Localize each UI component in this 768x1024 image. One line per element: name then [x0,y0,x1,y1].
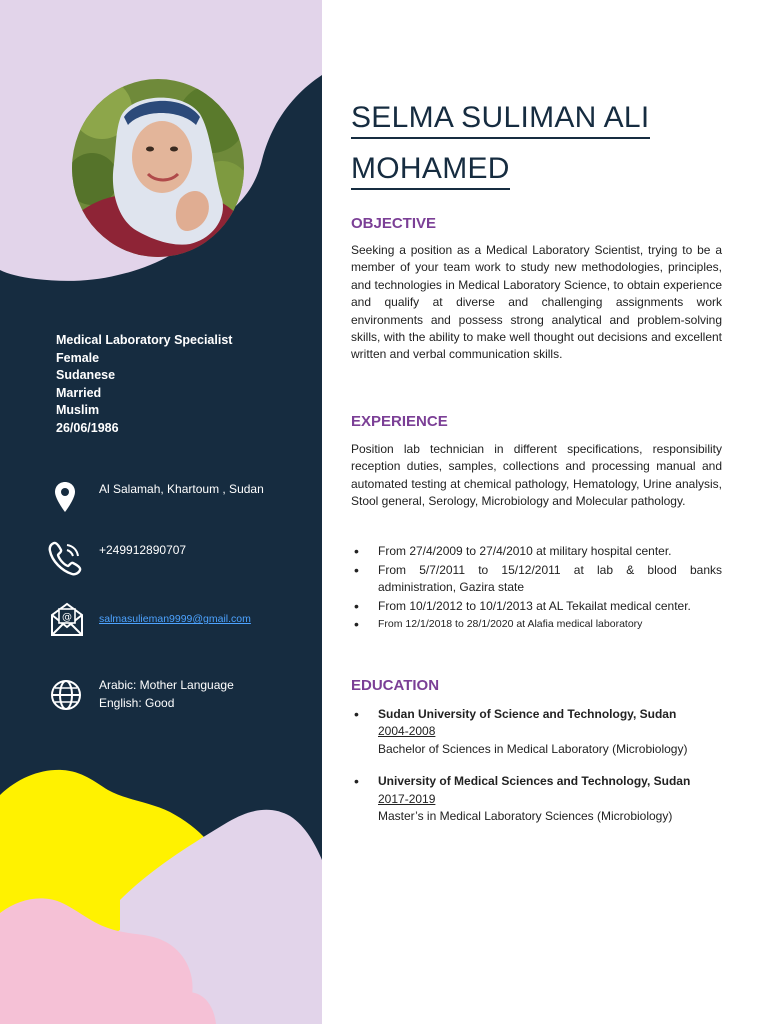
contact-email[interactable] [99,610,251,629]
education-list [351,706,722,840]
contact-phone: +249912890707 [99,543,187,557]
education-years: 2004-2008 [378,724,436,739]
list-item: • From 5/7/2011 to 15/12/2011 at lab & blood banks administration, Gazira state [351,562,722,597]
sidebar [0,0,322,1024]
email-icon [50,601,84,637]
education-degree: Bachelor of Sciences in Medical Laboratory (Microbiology) [378,741,688,756]
education-heading: EDUCATION [351,677,440,694]
profile-photo [72,79,244,257]
profile-title: Medical Laboratory Specialist [56,333,233,347]
globe-icon [50,679,82,711]
svg-text:@: @ [62,612,72,623]
profile-birth-date: 26/06/1986 [56,420,119,435]
language-arabic: Arabic: Mother Language [99,678,234,692]
phone-icon [48,540,82,576]
objective-heading: OBJECTIVE [351,215,437,232]
email-link[interactable]: salmasulieman9999@gmail.com [99,613,251,625]
profile-gender: Female [56,350,100,365]
education-degree: Master’s in Medical Laboratory Sciences (Microbiology) [378,809,673,824]
list-item [351,773,722,825]
objective-text: Seeking a position as a Medical Laboratory Scientist, trying to be a member of your team work to study new methodologies, principles, and technologies in Medical Laboratory Science, to obtain experience and qualify at diverse and challenging assignments work environments and possess strong analytical and problem-solving skills, with the ability to make well thought out decisions and excellent written and verbal communication skills. [351,243,722,362]
list-item: • From 12/1/2018 to 28/1/2020 at Alafia medical laboratory [351,616,722,634]
location-pin-icon [54,481,76,513]
candidate-name [351,96,650,198]
name-line-2: MOHAMED [351,152,510,190]
experience-summary: Position lab technician in different specifications, responsibility reception duties, samples, collections and processing manual and automated testing at chemical pathology, Hematology, Urine analysis, Stool general, Serology, Microbiology and Molecular pathology. [351,442,722,509]
education-years: 2017-2019 [378,791,436,806]
list-item [351,706,722,758]
list-item: • From 27/4/2009 to 27/4/2010 at military hospital center. [351,543,722,561]
language-english: English: Good [99,695,175,710]
profile-nationality: Sudanese [56,368,116,383]
education-school: • Sudan University of Science and Technology, Sudan [378,707,677,721]
profile-religion: Muslim [56,403,100,418]
education-school: • University of Medical Sciences and Technology, Sudan [378,774,691,789]
profile-details [56,332,232,438]
name-line-1: SELMA SULIMAN ALI [351,101,650,139]
list-item: • From 10/1/2012 to 10/1/2013 at AL Tekailat medical center. [351,598,722,616]
experience-heading: EXPERIENCE [351,413,448,430]
contact-languages [99,677,234,712]
experience-list [351,543,722,635]
profile-marital-status: Married [56,385,102,400]
contact-address: Al Salamah, Khartoum , Sudan [99,482,264,496]
